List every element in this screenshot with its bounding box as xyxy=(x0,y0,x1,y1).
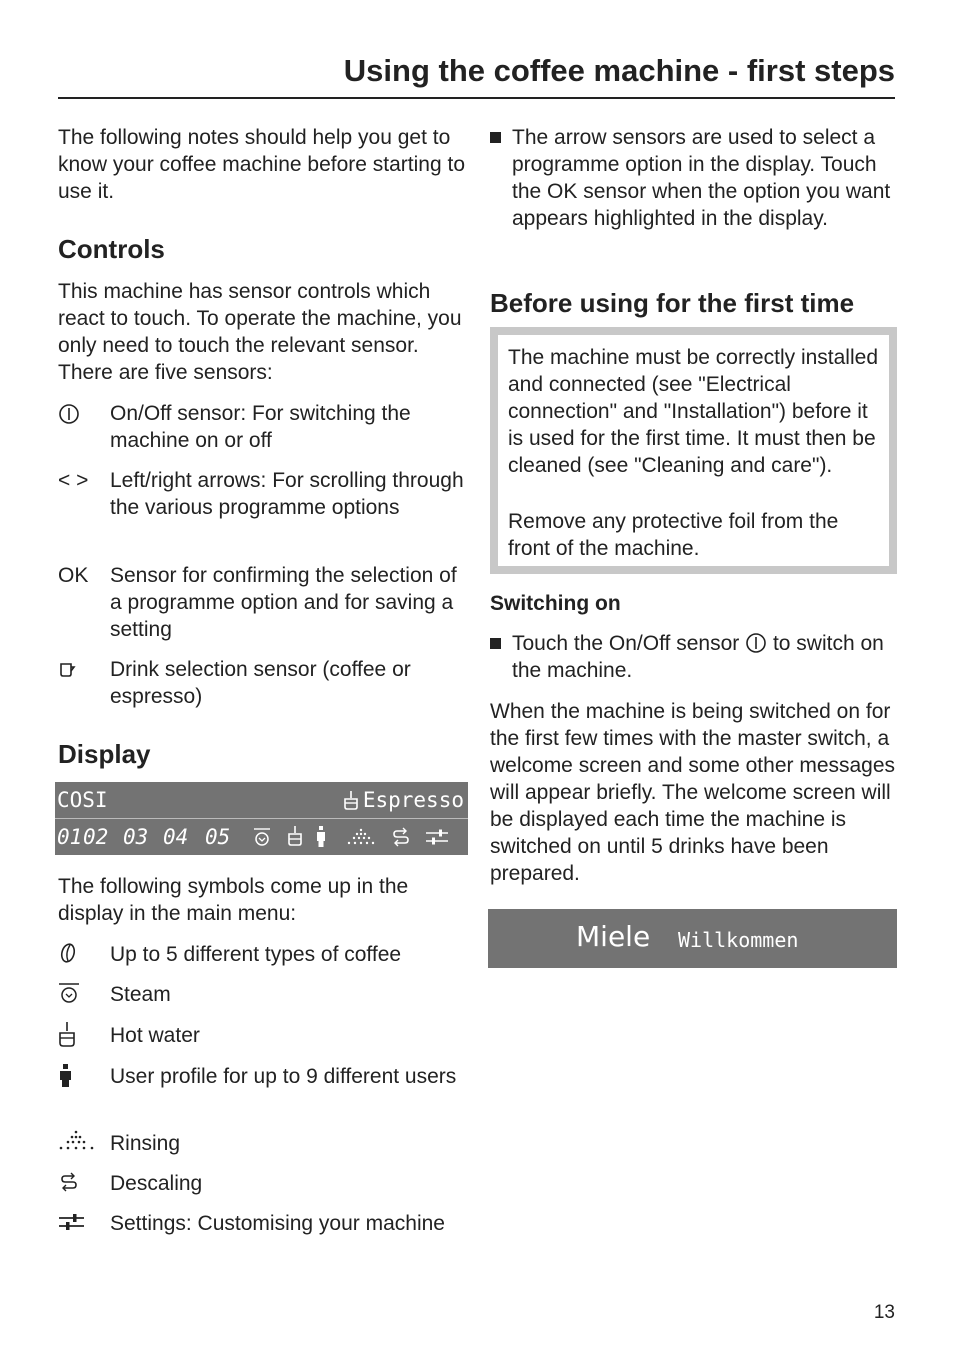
symbol-text: Descaling xyxy=(110,1172,203,1195)
symbol-item-user-profile xyxy=(58,1063,468,1119)
welcome-text: Willkommen xyxy=(678,928,799,952)
bullet-text xyxy=(512,630,897,684)
sensor-item-ok xyxy=(58,562,468,644)
lcd-divider xyxy=(55,818,468,819)
coffee-bean-icon xyxy=(58,941,106,967)
symbol-item-descaling xyxy=(58,1170,468,1197)
user-profile-icon xyxy=(315,825,327,849)
bullet-text-after: to switch on the machine. xyxy=(512,632,884,682)
sensor-item-arrows xyxy=(58,467,468,549)
symbol-text: Up to 5 different types of coffee xyxy=(110,943,402,966)
rinsing-icon xyxy=(58,1130,106,1154)
symbols-intro: The following symbols come up in the display in the main menu: xyxy=(58,875,409,925)
symbol-item-steam xyxy=(58,981,468,1008)
symbol-item-settings xyxy=(58,1210,468,1266)
controls-text: This machine has sensor controls which react to touch. To operate the machine, you only need to touch the relevant sensor. There are five sensors: xyxy=(58,280,462,384)
first-time-note-box xyxy=(490,327,897,574)
sensor-text: On/Off sensor: For switching the machine on or off xyxy=(110,402,411,452)
note-inner xyxy=(498,335,889,566)
switching-on-text: When the machine is being switched on for the first few times with the master switch, a welcome screen and some other messages will appear briefly. The welcome screen will be displayed each time the machine is switched on until 5 drinks have been prepared. xyxy=(490,700,896,885)
symbol-text: Rinsing xyxy=(110,1132,181,1155)
rinsing-icon xyxy=(345,828,377,846)
lcd-coffee-4: 04 xyxy=(163,825,189,849)
lcd-drink-label: Espresso xyxy=(362,788,464,812)
on-off-icon xyxy=(745,632,767,654)
sensor-text: Left/right arrows: For scrolling through the various programme options xyxy=(110,469,464,519)
hot-water-icon xyxy=(287,824,303,848)
sensor-text: Sensor for confirming the selection of a programme option and for saving a setting xyxy=(110,564,457,641)
bullet-square xyxy=(490,132,501,143)
sensor-item-drink xyxy=(58,656,468,712)
lcd-coffee-1: 01 xyxy=(57,825,83,849)
intro-text: The following notes should help you get to know your coffee machine before starting to use it. xyxy=(58,126,466,203)
drink-selection-icon xyxy=(58,656,106,683)
sensor-text: Drink selection sensor (coffee or espresso) xyxy=(110,658,411,708)
first-time-heading: Before using for the first time xyxy=(490,288,855,318)
descaling-icon xyxy=(391,827,411,849)
title-rule xyxy=(58,97,895,99)
ok-symbol: OK xyxy=(58,564,89,587)
settings-icon xyxy=(425,828,449,846)
arrow-sensor-bullet xyxy=(490,124,897,264)
steam-icon xyxy=(251,826,273,848)
descaling-icon xyxy=(58,1170,106,1196)
lcd-coffee-5: 05 xyxy=(205,825,231,849)
steam-icon xyxy=(58,981,106,1007)
arrows-symbol: < > xyxy=(58,469,89,492)
symbol-item-hot-water xyxy=(58,1022,468,1049)
welcome-screen xyxy=(488,909,897,968)
symbol-text: Steam xyxy=(110,983,171,1006)
sensor-item-on-off xyxy=(58,400,468,456)
note-text: The machine must be correctly installed and connected (see "Electrical connection" and "Installation") before it is used for the first time. It must then be cleaned (see "Cleaning and care"). xyxy=(508,346,878,477)
bullet-square xyxy=(490,638,501,649)
symbol-item-coffee xyxy=(58,941,468,968)
bullet-text: The arrow sensors are used to select a programme option in the display. Touch the OK sensor when the option you want appears highlighted in the display. xyxy=(512,126,891,230)
settings-icon xyxy=(58,1210,106,1234)
lcd-coffee-2: 02 xyxy=(83,825,109,849)
display-heading: Display xyxy=(58,739,151,769)
controls-heading: Controls xyxy=(58,234,165,264)
note-text-2: Remove any protective foil from the front of the machine. xyxy=(508,510,839,560)
symbol-text: Hot water xyxy=(110,1024,200,1047)
lcd-coffee-3: 03 xyxy=(123,825,149,849)
symbol-text: Settings: Customising your machine xyxy=(110,1212,445,1235)
page-title: Using the coffee machine - first steps xyxy=(343,53,895,88)
hot-water-icon xyxy=(343,789,359,811)
lcd-user-name: COSI xyxy=(57,788,108,812)
on-off-icon xyxy=(58,400,106,427)
symbol-text: User profile for up to 9 different users xyxy=(110,1065,457,1088)
lcd-display xyxy=(55,782,468,855)
switching-on-bullet xyxy=(490,630,897,686)
user-profile-icon xyxy=(58,1063,106,1089)
lcd-menu-row xyxy=(55,820,468,854)
switching-on-heading: Switching on xyxy=(490,592,621,615)
symbol-item-rinsing xyxy=(58,1130,468,1157)
bullet-text-before: Touch the On/Off sensor xyxy=(512,632,740,655)
page-number: 13 xyxy=(873,1302,895,1323)
lcd-selected-drink xyxy=(343,783,464,817)
hot-water-icon xyxy=(58,1022,106,1050)
welcome-brand: Miele xyxy=(576,920,651,953)
